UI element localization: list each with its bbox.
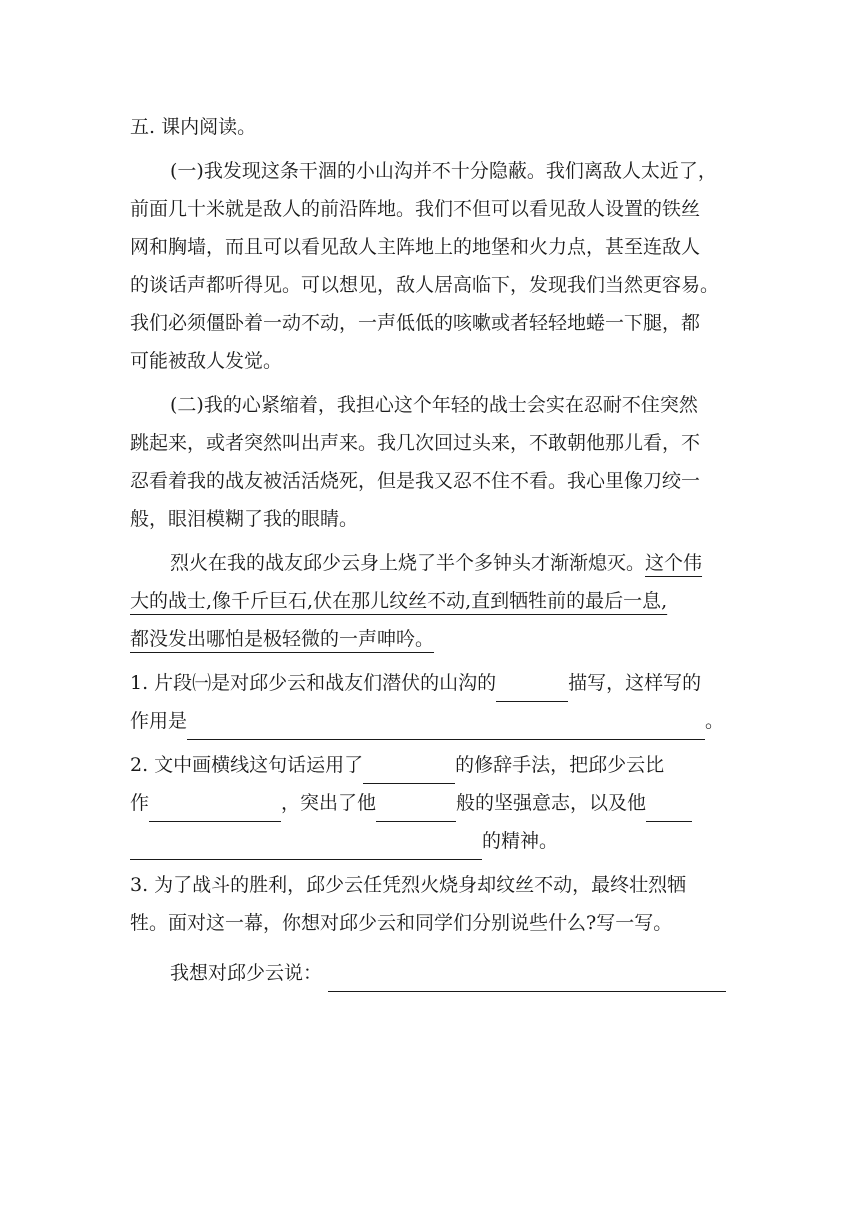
- passage-three-line: [130, 544, 734, 582]
- passage-one: [130, 152, 734, 380]
- answer-blank[interactable]: [187, 712, 705, 740]
- question-three: [130, 866, 734, 992]
- passage-two: [130, 386, 734, 538]
- passage-one-text: 可能被敌人发觉。: [130, 350, 283, 372]
- passage-one-text: 我们必须僵卧着一动不动，一声低低的咳嗽或者轻轻地蜷一下腿，都: [130, 312, 701, 334]
- answer-prompt: 我想对邱少云说：: [170, 962, 323, 984]
- underlined-sentence: 大的战士,像千斤巨石,伏在那儿纹丝不动,直到牺牲前的最后一息,: [130, 590, 668, 612]
- passage-two-text: 忍看着我的战友被活活烧死，但是我又忍不住不看。我心里像刀绞一: [130, 470, 701, 492]
- question-one-line: [130, 702, 734, 740]
- question-three-text: 牲。面对这一幕，你想对邱少云和同学们分别说些什么?写一写。: [130, 912, 673, 934]
- question-two-text: 2. 文中画横线这句话运用了: [130, 754, 364, 776]
- answer-blank[interactable]: [149, 794, 281, 822]
- passage-three-line: [130, 620, 734, 658]
- question-three-text: 3. 为了战斗的胜利，邱少云任凭烈火烧身却纹丝不动，最终壮烈牺: [130, 874, 687, 896]
- section-heading-text: 五. 课内阅读。: [130, 116, 257, 138]
- question-two-line: [130, 784, 734, 822]
- passage-three: [130, 544, 734, 658]
- underlined-sentence: 这个伟: [645, 552, 703, 574]
- passage-one-line: [130, 266, 734, 304]
- passage-two-line: [130, 386, 734, 424]
- passage-two-text: 般，眼泪模糊了我的眼睛。: [130, 508, 359, 530]
- question-one-text: 1. 片段㈠是对邱少云和战友们潜伏的山沟的: [130, 672, 497, 694]
- question-one-text: 。: [705, 710, 725, 732]
- passage-one-text: (一)我发现这条干涸的小山沟并不十分隐蔽。我们离敌人太近了，: [170, 160, 717, 182]
- question-two-text: ，突出了他: [281, 792, 377, 814]
- passage-two-line: [130, 500, 734, 538]
- question-two: [130, 746, 734, 860]
- passage-one-line: [130, 190, 734, 228]
- worksheet-page: [130, 108, 734, 992]
- passage-two-line: [130, 424, 734, 462]
- passage-three-line: [130, 582, 734, 620]
- passage-one-line: [130, 152, 734, 190]
- question-three-line: [130, 954, 734, 992]
- underlined-sentence: 都没发出哪怕是极轻微的一声呻吟。: [130, 628, 435, 650]
- question-two-line: [130, 822, 734, 860]
- question-three-line: [130, 904, 734, 942]
- answer-blank[interactable]: [376, 794, 456, 822]
- passage-one-line: [130, 304, 734, 342]
- question-one-line: [130, 664, 734, 702]
- passage-two-line: [130, 462, 734, 500]
- question-one-text: 描写，这样写的: [568, 672, 702, 694]
- passage-two-text: (二)我的心紧缩着，我担心这个年轻的战士会实在忍耐不住突然: [170, 394, 698, 416]
- passage-one-line: [130, 342, 734, 380]
- passage-one-text: 的谈话声都听得见。可以想见，敌人居高临下，发现我们当然更容易。: [130, 274, 720, 296]
- question-two-text: 般的坚强意志，以及他: [456, 792, 647, 814]
- section-heading: [130, 108, 734, 146]
- answer-blank[interactable]: [646, 794, 692, 822]
- question-one: [130, 664, 734, 740]
- question-two-text: 的修辞手法，把邱少云比: [455, 754, 665, 776]
- answer-blank[interactable]: [328, 964, 726, 992]
- passage-three-text: 烈火在我的战友邱少云身上烧了半个多钟头才渐渐熄灭。: [170, 552, 646, 574]
- answer-blank[interactable]: [363, 756, 455, 784]
- question-three-line: [130, 866, 734, 904]
- question-two-line: [130, 746, 734, 784]
- question-two-text: 的精神。: [482, 830, 559, 852]
- answer-blank[interactable]: [496, 674, 568, 702]
- passage-one-text: 网和胸墙，而且可以看见敌人主阵地上的地堡和火力点，甚至连敌人: [130, 236, 701, 258]
- answer-blank[interactable]: [130, 832, 482, 860]
- passage-one-text: 前面几十米就是敌人的前沿阵地。我们不但可以看见敌人设置的铁丝: [130, 198, 701, 220]
- question-one-text: 作用是: [130, 710, 188, 732]
- passage-two-text: 跳起来，或者突然叫出声来。我几次回过头来，不敢朝他那儿看，不: [130, 432, 701, 454]
- passage-one-line: [130, 228, 734, 266]
- question-two-text: 作: [130, 792, 150, 814]
